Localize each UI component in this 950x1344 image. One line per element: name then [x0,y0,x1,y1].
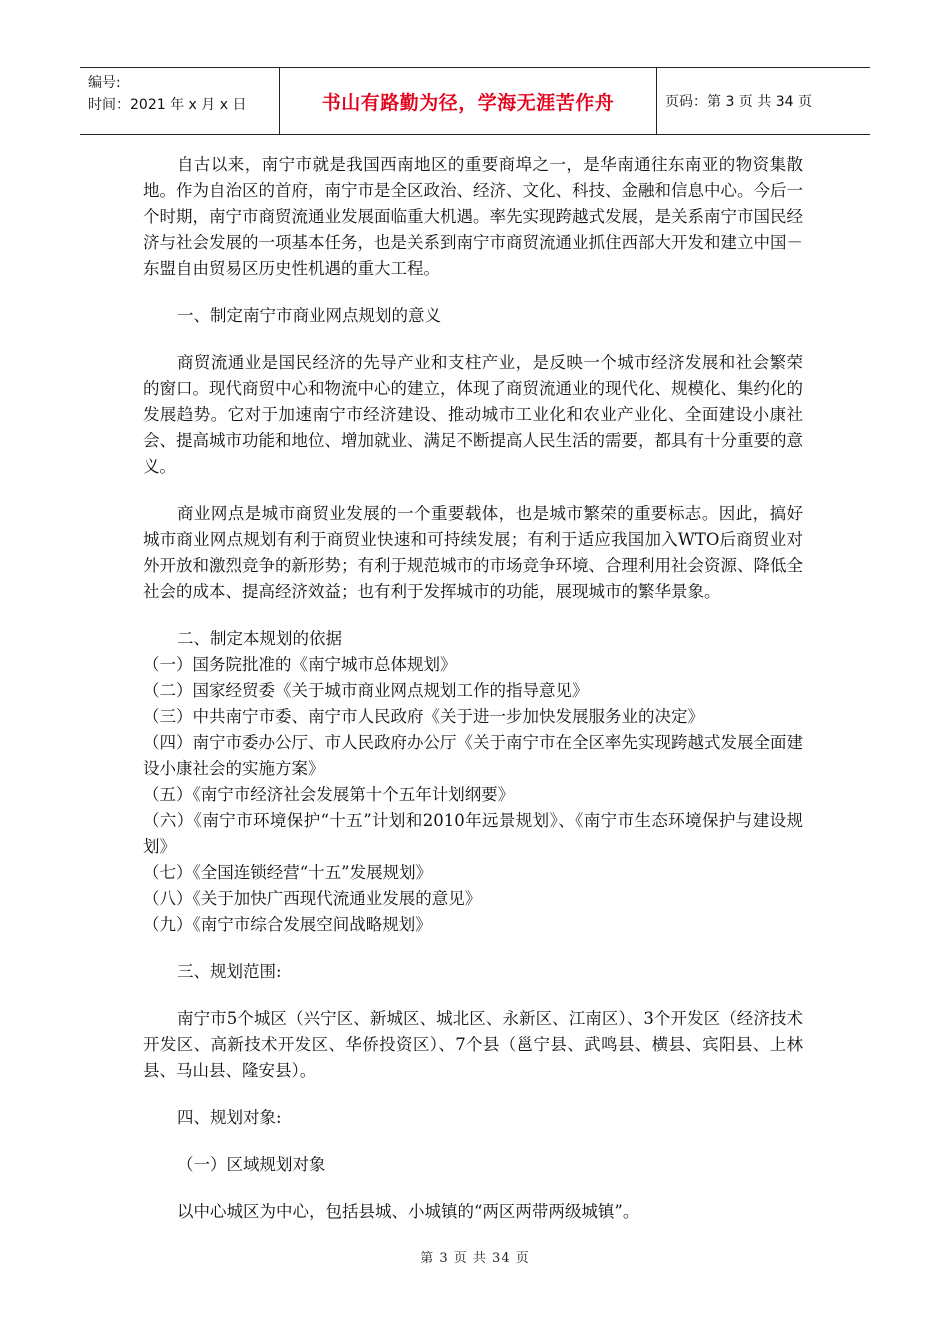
section-heading: 三、规划范围: [177,962,282,981]
header-divider [656,68,657,134]
header-motto: 书山有路勤为径，学海无涯苦作舟 [321,91,615,114]
list-item: （六）《南宁市环境保护“十五”计划和2010年远景规划》、《南宁市生态环境保护与建设规划》 [143,811,803,856]
body-paragraph: 南宁市5个城区（兴宁区、新城区、城北区、永新区、江南区）、3个开发区（经济技术开发区、高新技术开发区、华侨投资区）、7个县（邕宁县、武鸣县、横县、宾阳县、上林县、马山县、隆安县）。 [143,1009,803,1080]
intro-paragraph: 自古以来，南宁市就是我国西南地区的重要商埠之一，是华南通往东南亚的物资集散地。作为自治区的首府，南宁市是全区政治、经济、文化、科技、金融和信息中心。今后一个时期，南宁市商贸流通业发展面临重大机遇。率先实现跨越式发展，是关系南宁市国民经济与社会发展的一项基本任务，也是关系到南宁市商贸流通业抓住西部大开发和建立中国－东盟自由贸易区历史性机遇的重大工程。 [143,155,803,278]
serial-label: 编号: [88,75,121,91]
section-heading: 四、规划对象: [177,1108,282,1127]
section-heading: 二、制定本规划的依据 [177,629,342,648]
time-label: 时间：2021 年 x 月 x 日 [88,97,247,113]
list-item: （四）南宁市委办公厅、市人民政府办公厅《关于南宁市在全区率先实现跨越式发展全面建设小康社会的实施方案》 [143,733,803,778]
list-item: （三）中共南宁市委、南宁市人民政府《关于进一步加快发展服务业的决定》 [143,707,704,726]
list-item: （七）《全国连锁经营“十五”发展规划》 [143,863,433,882]
document-body [143,152,803,1225]
list-item: （八）《关于加快广西现代流通业发展的意见》 [143,889,482,908]
header-meta [88,72,283,116]
body-paragraph: 商贸流通业是国民经济的先导产业和支柱产业，是反映一个城市经济发展和社会繁荣的窗口。现代商贸中心和物流中心的建立，体现了商贸流通业的现代化、规模化、集约化的发展趋势。它对于加速南宁市经济建设、推动城市工业化和农业产业化、全面建设小康社会、提高城市功能和地位、增加就业、满足不断提高人民生活的需要，都具有十分重要的意义。 [143,353,803,476]
list-item: （九）《南宁市综合发展空间战略规划》 [143,915,432,934]
body-paragraph: 商业网点是城市商贸业发展的一个重要载体，也是城市繁荣的重要标志。因此，搞好城市商业网点规划有利于商贸业快速和可持续发展；有利于适应我国加入WTO后商贸业对外开放和激烈竞争的新形势；有利于规范城市的市场竞争环境、合理利用社会资源、降低全社会的成本、提高经济效益；也有利于发挥城市的功能，展现城市的繁华景象。 [143,504,803,601]
list-item: （一）国务院批准的《南宁城市总体规划》 [143,655,457,674]
section-heading: 一、制定南宁市商业网点规划的意义 [177,306,441,325]
header-page-info: 页码：第 3 页 共 34 页 [665,94,812,110]
list-item: （二）国家经贸委《关于城市商业网点规划工作的指导意见》 [143,681,589,700]
page-header [80,67,870,135]
body-paragraph: 以中心城区为中心，包括县城、小城镇的“两区两带两级城镇”。 [177,1202,640,1221]
page-footer: 第 3 页 共 34 页 [420,1251,530,1266]
list-item: （五）《南宁市经济社会发展第十个五年计划纲要》 [143,785,515,804]
subsection-heading: （一）区域规划对象 [177,1155,326,1174]
